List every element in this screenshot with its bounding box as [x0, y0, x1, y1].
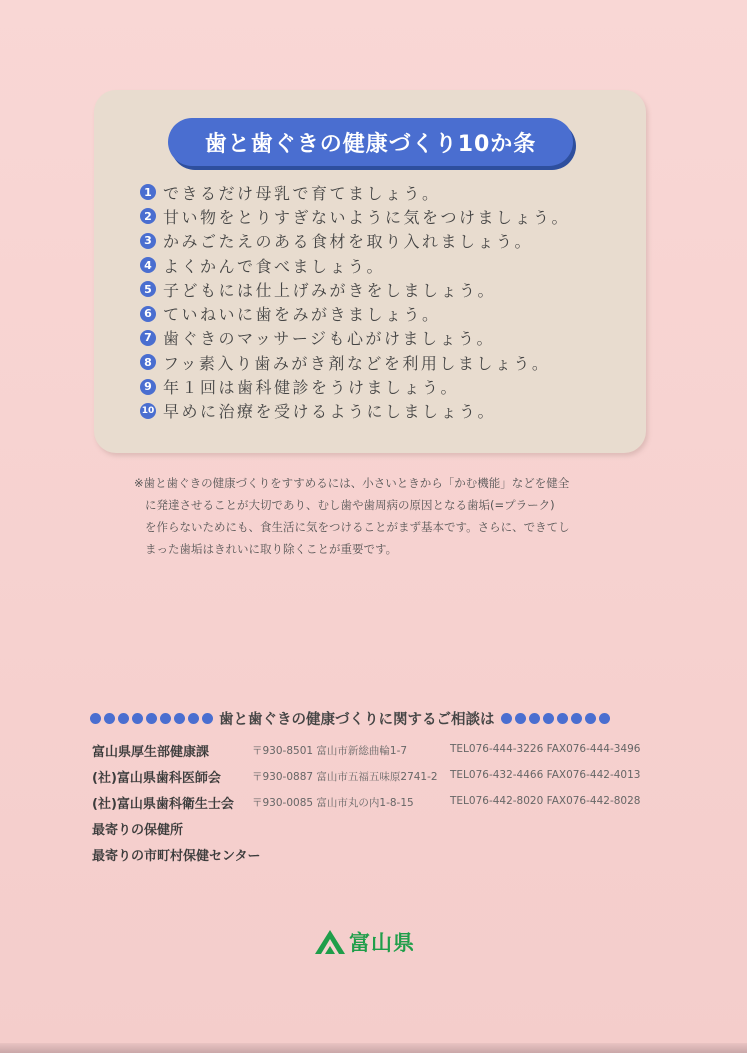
- contact-org: 最寄りの市町村保健センター: [92, 849, 261, 864]
- contact-row: [92, 845, 662, 871]
- rule-item: [140, 204, 630, 228]
- rule-text: ていねいに歯をみがきましょう。: [163, 305, 441, 325]
- contact-address: 〒930-0887 富山市五福五味原2741-2: [252, 771, 438, 783]
- prefecture-logo: [314, 926, 415, 958]
- panel-title: 歯と歯ぐきの健康づくり10か条: [204, 131, 537, 157]
- rule-number: 6: [140, 306, 156, 322]
- contact-phone: TEL076-432-4466 FAX076-442-4013: [450, 769, 641, 781]
- left-dots-decoration: [90, 713, 213, 724]
- rule-number: 5: [140, 281, 156, 297]
- rule-text: できるだけ母乳で育てましょう。: [163, 183, 441, 203]
- note-line: ※歯と歯ぐきの健康づくりをすすめるには、小さいときから「かむ機能」などを健全: [134, 476, 570, 490]
- contact-address: 〒930-8501 富山市新総曲輪1-7: [252, 745, 408, 757]
- rule-number: 10: [140, 403, 156, 419]
- toyama-emblem-icon: [314, 929, 346, 955]
- contact-org: (社)富山県歯科衛生士会: [92, 797, 234, 812]
- contact-row: [92, 819, 662, 845]
- rule-text: かみごたえのある食材を取り入れましょう。: [163, 232, 534, 252]
- rule-item: [140, 350, 630, 374]
- rule-item: [140, 180, 630, 204]
- rule-number: 1: [140, 184, 156, 200]
- contact-phone: TEL076-442-8020 FAX076-442-8028: [450, 795, 641, 807]
- rule-text: 年１回は歯科健診をうけましょう。: [163, 378, 460, 398]
- consultation-heading: [90, 708, 650, 728]
- rule-text: 早めに治療を受けるようにしましょう。: [163, 402, 497, 422]
- contact-row: [92, 767, 662, 793]
- consultation-title: 歯と歯ぐきの健康づくりに関するご相談は: [219, 711, 495, 728]
- rule-text: フッ素入り歯みがき剤などを利用しましょう。: [163, 353, 551, 373]
- right-dots-decoration: [501, 713, 610, 724]
- rule-number: 2: [140, 208, 156, 224]
- explanatory-note: [134, 472, 624, 560]
- rule-item: [140, 229, 630, 253]
- note-line: を作らないためにも、食生活に気をつけることがまず基本です。さらに、できてし: [145, 520, 570, 534]
- rule-number: 4: [140, 257, 156, 273]
- rule-text: よくかんで食べましょう。: [163, 256, 386, 276]
- logo-text: 富山県: [349, 931, 415, 955]
- contact-org: (社)富山県歯科医師会: [92, 771, 221, 786]
- panel-title-banner: [168, 118, 573, 166]
- rule-item: [140, 301, 630, 325]
- rule-text: 甘い物をとりすぎないように気をつけましょう。: [163, 207, 571, 227]
- contact-phone: TEL076-444-3226 FAX076-444-3496: [450, 743, 641, 755]
- contact-list: [92, 741, 662, 871]
- rule-item: [140, 253, 630, 277]
- rule-item: [140, 277, 630, 301]
- contact-org: 最寄りの保健所: [92, 823, 184, 838]
- rule-text: 歯ぐきのマッサージも心がけましょう。: [163, 329, 496, 349]
- contact-row: [92, 741, 662, 767]
- note-line: まった歯垢はきれいに取り除くことが重要です。: [145, 542, 398, 556]
- rule-number: 8: [140, 354, 156, 370]
- rule-item: [140, 326, 630, 350]
- rule-item: [140, 374, 630, 398]
- rule-number: 9: [140, 379, 156, 395]
- contact-address: 〒930-0085 富山市丸の内1-8-15: [252, 797, 414, 809]
- rule-text: 子どもには仕上げみがきをしましょう。: [163, 280, 497, 300]
- rule-number: 3: [140, 233, 156, 249]
- contact-org: 富山県厚生部健康課: [92, 745, 210, 760]
- rule-item: [140, 399, 630, 423]
- rule-number: 7: [140, 330, 156, 346]
- rules-list: [140, 180, 630, 423]
- contact-row: [92, 793, 662, 819]
- page-edge: [0, 1043, 747, 1053]
- note-line: に発達させることが大切であり、むし歯や歯周病の原因となる歯垢(=プラーク): [145, 498, 555, 512]
